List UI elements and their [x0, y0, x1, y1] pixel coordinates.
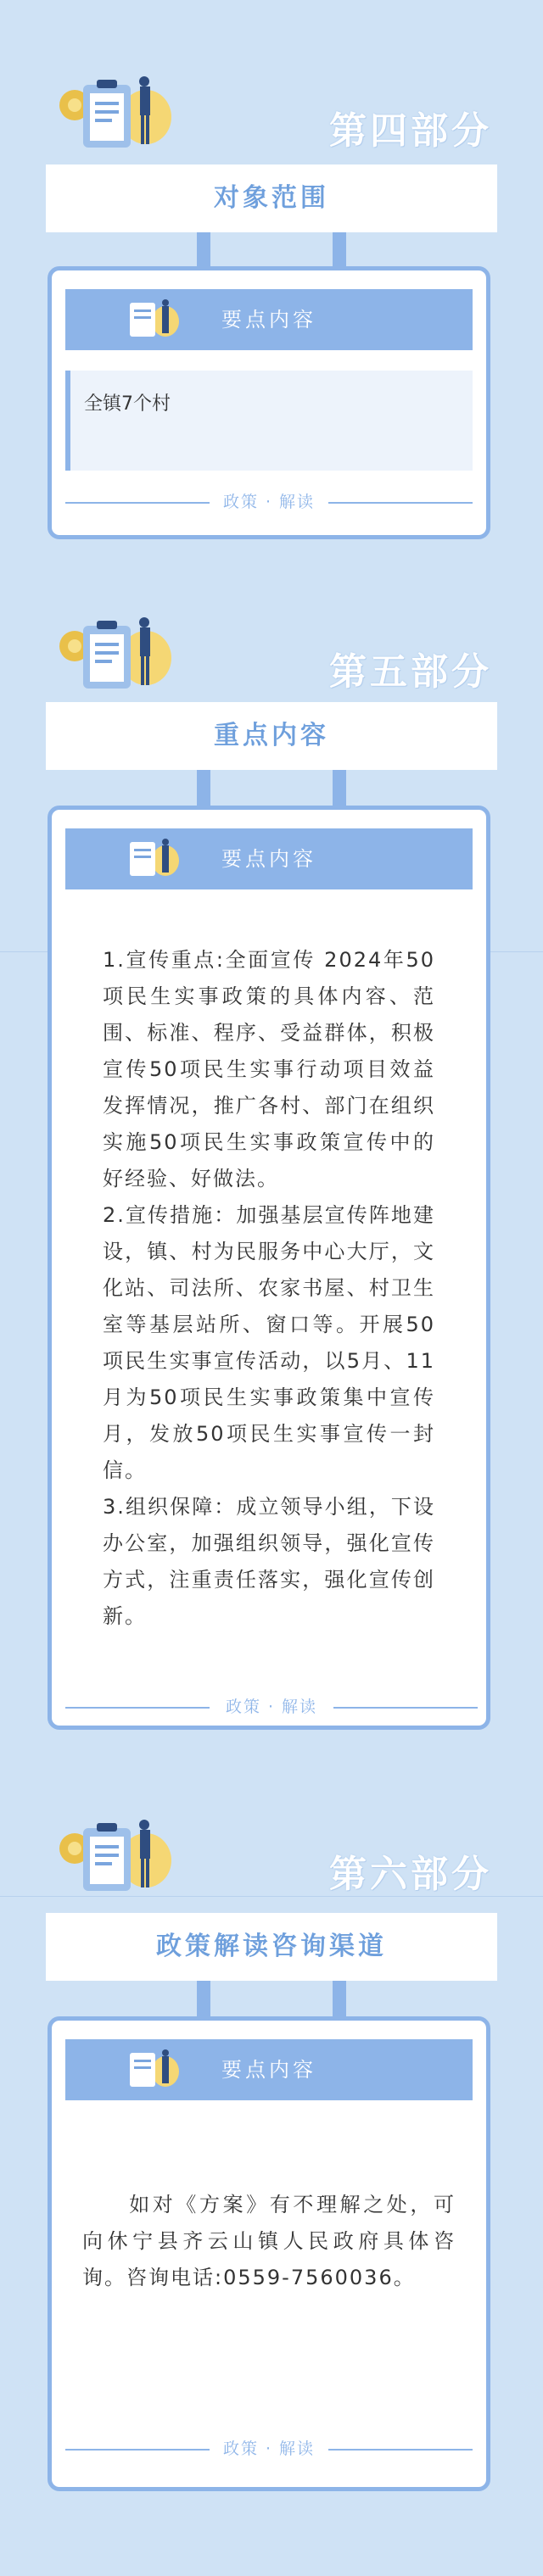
connector-bar: [197, 770, 210, 807]
content-body: 如对《方案》有不理解之处，可向休宁县齐云山镇人民政府具体咨询。咨询电话:0559-7560036。: [82, 2193, 456, 2289]
content-card: [48, 806, 490, 1730]
part-title: 第六部分: [329, 1853, 492, 1896]
content-box: 全镇7个村: [65, 371, 473, 471]
connector-bar: [333, 770, 346, 807]
card-header-label: 要点内容: [221, 308, 316, 332]
content-card: [48, 2016, 490, 2491]
clipboard-person-illustration-icon: [51, 68, 187, 178]
connector-bar: [197, 232, 210, 270]
card-header-label: 要点内容: [221, 847, 316, 871]
footer-line-right: [333, 1707, 478, 1709]
footer-text: 政策 · 解读: [222, 493, 316, 511]
part-title: 第五部分: [329, 650, 492, 694]
card-header: [65, 2039, 473, 2100]
card-header-label: 要点内容: [221, 2058, 316, 2082]
section-banner: 政策解读咨询渠道: [46, 1913, 497, 1981]
card-footer: [65, 489, 473, 515]
footer-text: 政策 · 解读: [222, 2439, 316, 2458]
connector-bar: [333, 1981, 346, 2018]
footer-text: 政策 · 解读: [225, 1698, 318, 1716]
part-title: 第四部分: [329, 109, 492, 153]
footer-line-right: [328, 502, 473, 504]
card-footer: [65, 1694, 478, 1720]
section-banner: 重点内容: [46, 702, 497, 770]
section-banner: 对象范围: [46, 164, 497, 232]
footer-line-right: [328, 2449, 473, 2451]
card-footer: [65, 2436, 473, 2462]
content-body: 1.宣传重点:全面宣传 2024年50项民生实事政策的具体内容、范围、标准、程序、受益群体，积极宣传50项民生实事行动项目效益发挥情况，推广各村、部门在组织实施50项民生实事政策宣传中的好经验、好做法。 2.宣传措施：加强基层宣传阵地建设，镇、村为民服务中心大厅，文化站、司法所、农家书屋、村卫生室等基层站所、窗口等。开展50项民生实事宣传活动，以5月、11月为50项民生实事政策集中宣传月，发放50项民生实事宣传一封信。 3.组织保障：成立领导小组，下设办公室，加强组织领导，强化宣传方式，注重责任落实，强化宣传创新。: [103, 948, 435, 1628]
content-card: [48, 266, 490, 539]
connector-bar: [197, 1981, 210, 2018]
connector-bar: [333, 232, 346, 270]
card-header: [65, 289, 473, 350]
card-header: [65, 828, 473, 889]
clipboard-person-illustration-icon: [51, 1811, 187, 1921]
